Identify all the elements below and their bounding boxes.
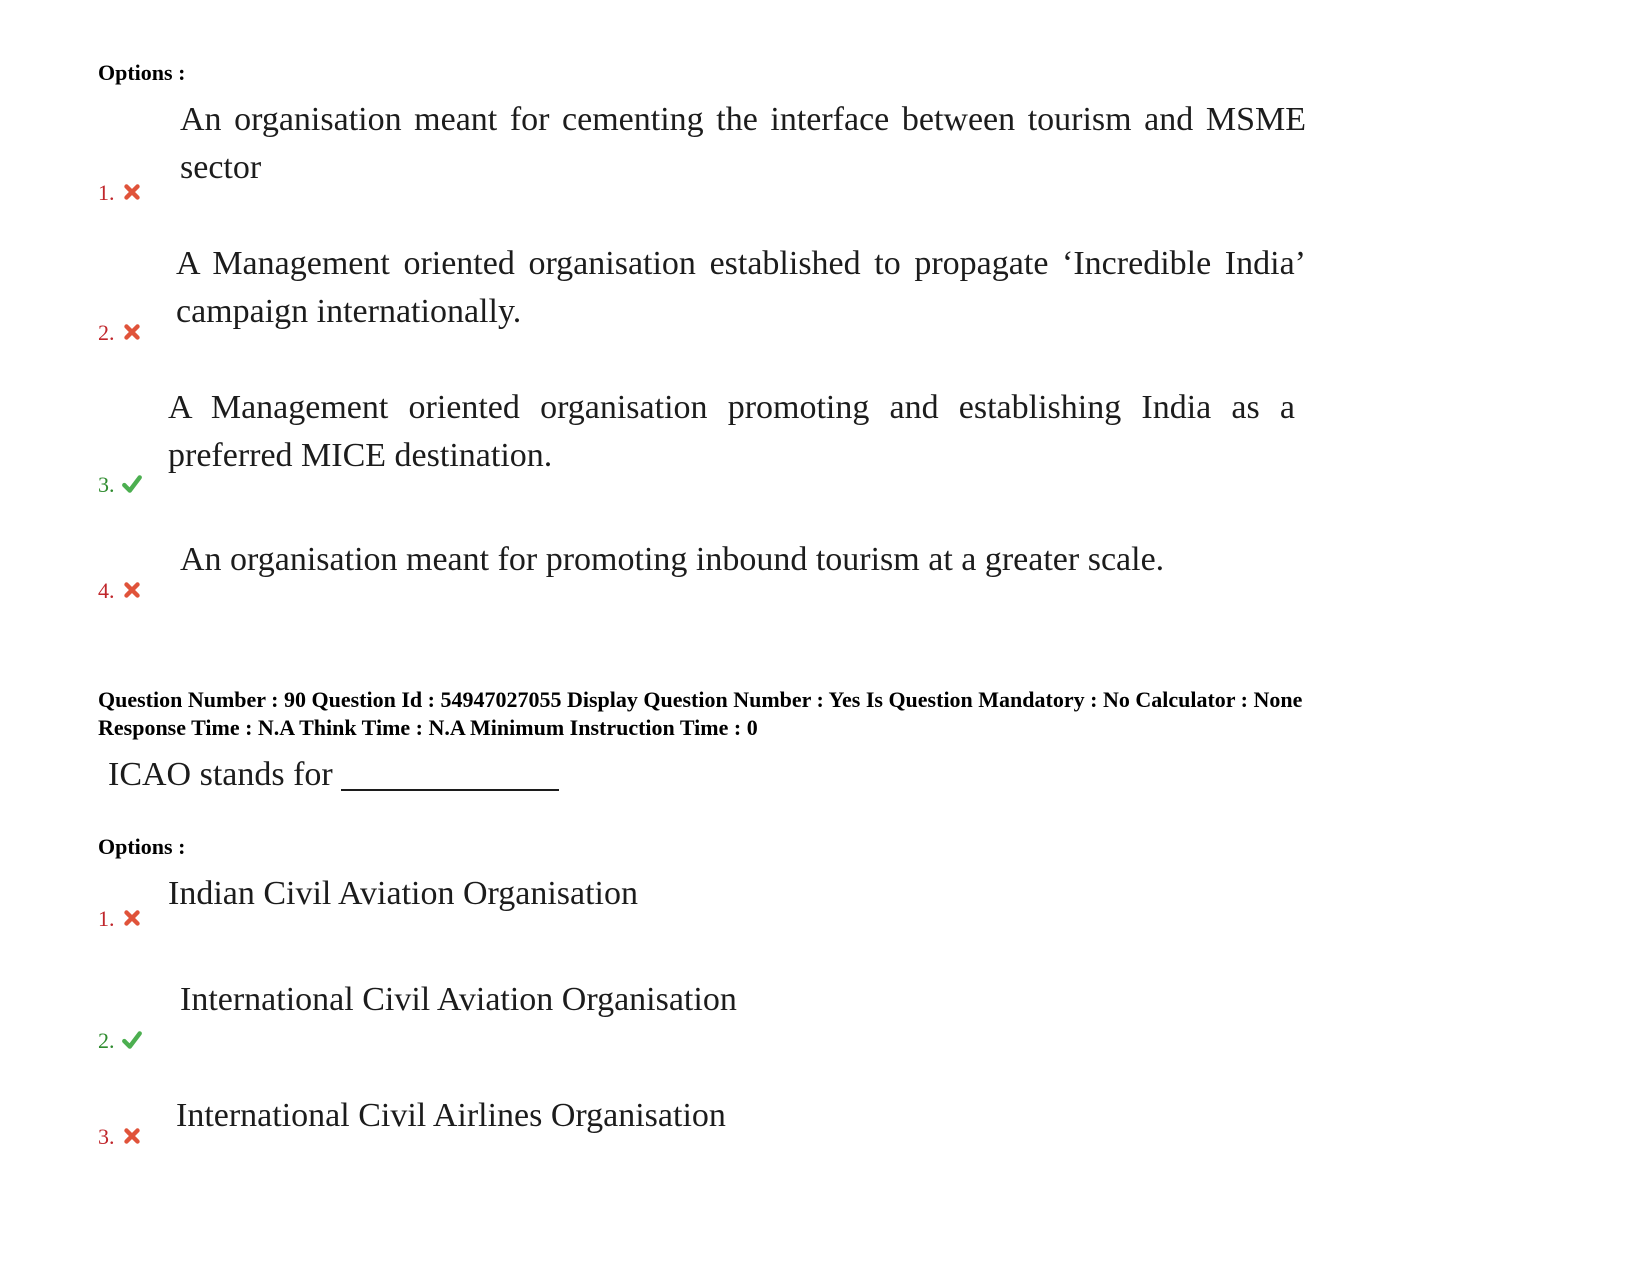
option-number: 1. bbox=[98, 180, 115, 205]
cross-icon bbox=[121, 1125, 143, 1147]
option-number: 2. bbox=[98, 320, 115, 345]
option-text: An organisation meant for promoting inbound tourism at a greater scale. bbox=[180, 541, 1165, 578]
option-number-correct bbox=[98, 472, 143, 498]
option-text: An organisation meant for cementing the interface between tourism and MSME sector bbox=[180, 101, 1306, 186]
cross-icon bbox=[121, 321, 143, 343]
option-text: International Civil Aviation Organisation bbox=[180, 981, 737, 1018]
option-text: International Civil Airlines Organisation bbox=[176, 1097, 726, 1134]
cross-icon bbox=[121, 579, 143, 601]
options-label: Options : bbox=[98, 60, 186, 85]
option-text: Indian Civil Aviation Organisation bbox=[168, 875, 638, 912]
option-number-wrong bbox=[98, 578, 143, 604]
option-number-wrong bbox=[98, 180, 143, 206]
check-icon bbox=[121, 1029, 143, 1051]
options-label: Options : bbox=[98, 834, 186, 859]
question-meta-line2: Response Time : N.A Think Time : N.A Minimum Instruction Time : 0 bbox=[98, 715, 758, 740]
option-number-wrong bbox=[98, 1124, 143, 1150]
question-text bbox=[108, 756, 559, 794]
option-number: 2. bbox=[98, 1028, 115, 1053]
question-meta-line1: Question Number : 90 Question Id : 54947027055 Display Question Number : Yes Is Question Mandatory : No Calculator : None bbox=[98, 687, 1303, 712]
option-number: 1. bbox=[98, 906, 115, 931]
cross-icon bbox=[121, 907, 143, 929]
option-number: 3. bbox=[98, 472, 115, 497]
option-number-wrong bbox=[98, 320, 143, 346]
option-number: 4. bbox=[98, 578, 115, 603]
fill-in-blank bbox=[341, 759, 559, 791]
check-icon bbox=[121, 473, 143, 495]
option-number-correct bbox=[98, 1028, 143, 1054]
option-number-wrong bbox=[98, 906, 143, 932]
option-text: A Management oriented organisation promoting and establishing India as a preferred MICE destination. bbox=[168, 389, 1295, 474]
option-text: A Management oriented organisation established to propagate ‘Incredible India’ campaign internationally. bbox=[176, 245, 1306, 330]
option-number: 3. bbox=[98, 1124, 115, 1149]
cross-icon bbox=[121, 181, 143, 203]
question-stem: ICAO stands for bbox=[108, 756, 333, 793]
